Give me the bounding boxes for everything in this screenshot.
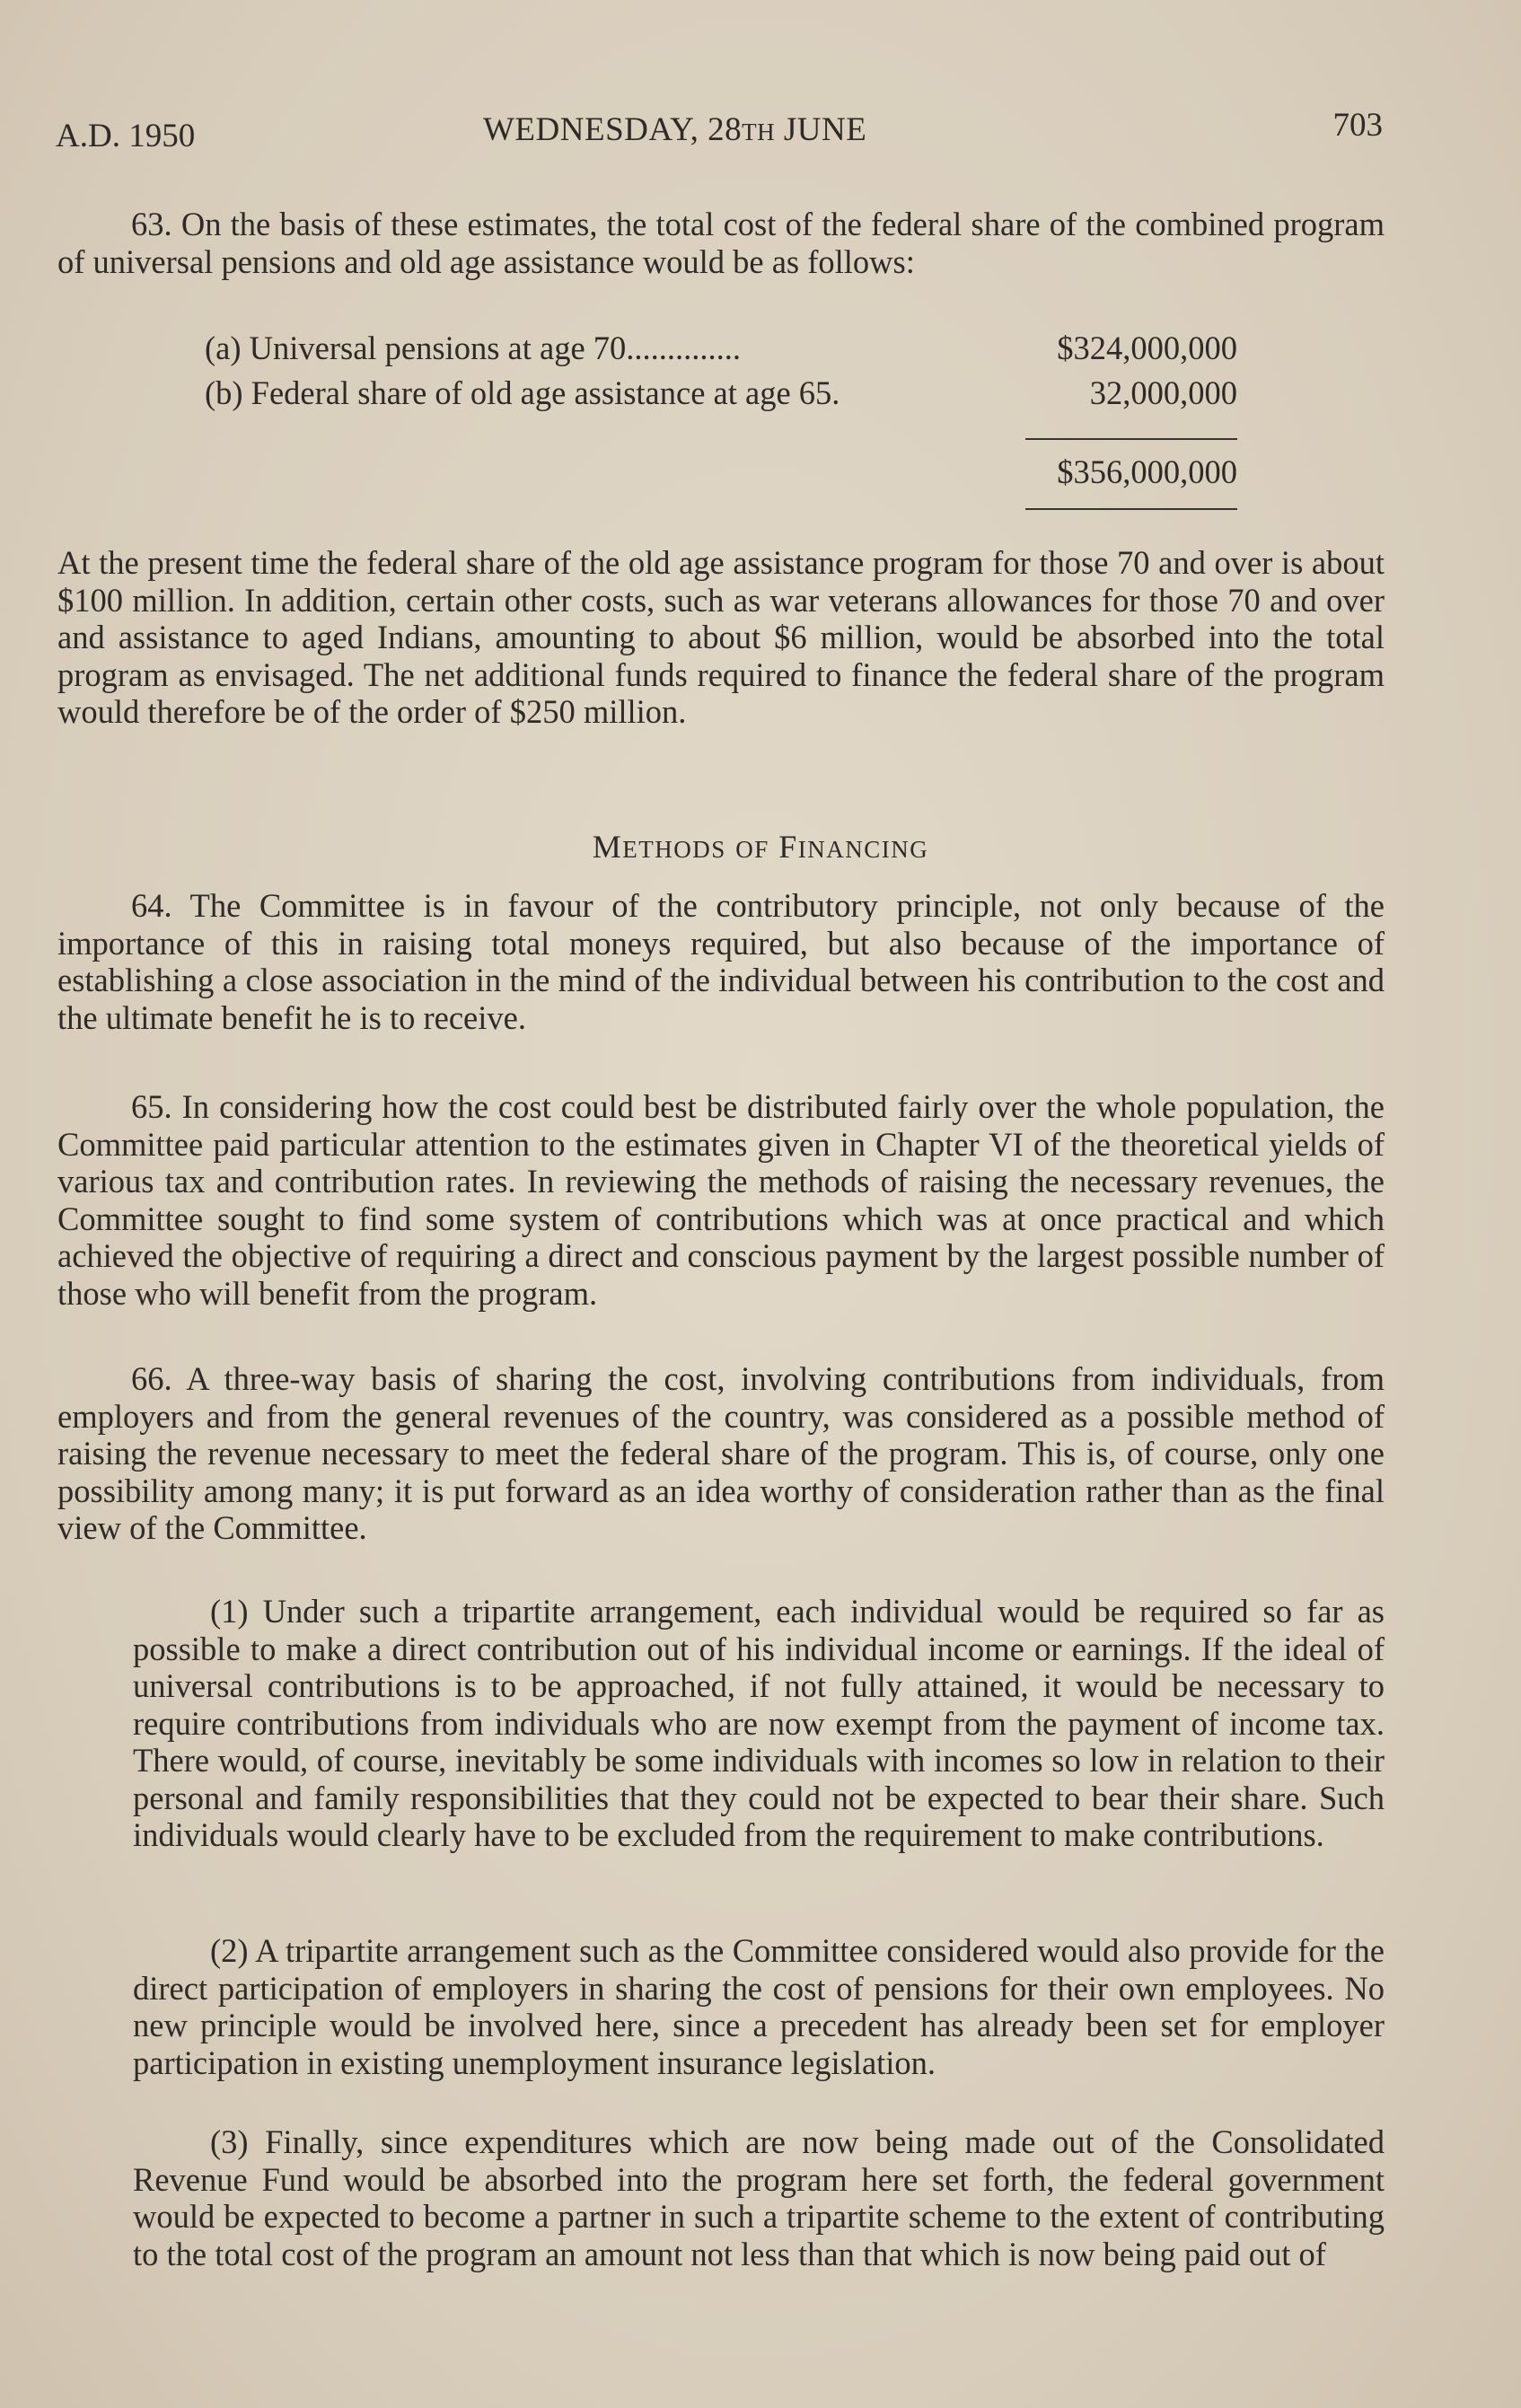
paragraph-present-time: At the present time the federal share of the old age assistance program for those 70 and over is about $100 million. In addition, certain other costs, such as war veterans allowances for those 70 and over and assistance to aged Indians, amounting to about $6 million, would be absorbed into the total program as envisaged. The net additional funds required to finance the federal share of the program would therefore be of the order of $250 million.: [57, 544, 1385, 730]
cost-total: $356,000,000: [1057, 453, 1237, 490]
cost-label: (a) Universal pensions at age 70..............: [205, 330, 742, 366]
cost-row: [205, 329, 1237, 374]
page-header: [56, 106, 1383, 154]
cost-table: [205, 329, 1237, 418]
section-heading: METHODS OF FINANCING: [592, 829, 929, 865]
header-year: A.D. 1950: [56, 118, 196, 154]
subparagraph-2: (2) A tripartite arrangement such as the Committee considered would also provide for the direct participation of employers in sharing the cost of pensions for their own employees. No new principle would be involved here, since a precedent has already been set for employer participation in existing unemployment insurance legislation.: [133, 1932, 1385, 2081]
paragraph-65: 65. In considering how the cost could best be distributed fairly over the whole population, the Committee paid particular attention to the estimates given in Chapter VI of the theoretical yields of various tax and contribution rates. In reviewing the methods of raising the necessary revenues, the Committee sought to find some system of contributions which was at once practical and which achieved the objective of requiring a direct and conscious payment by the largest possible number of those who will benefit from the program.: [57, 1088, 1385, 1312]
total-rule-bottom: [1025, 508, 1237, 510]
page-number: 703: [1332, 107, 1383, 144]
total-rule-top: [1025, 438, 1237, 440]
header-date: WEDNESDAY, 28TH JUNE: [483, 111, 867, 148]
cost-amount: $324,000,000: [1057, 330, 1237, 366]
cost-amount: 32,000,000: [1089, 374, 1237, 411]
paragraph-64: 64. The Committee is in favour of the contributory principle, not only because of the importance of this in raising total moneys required, but also because of the importance of establishing a close association in the mind of the individual between his contribution to the cost and the ultimate benefit he is to receive.: [57, 887, 1385, 1036]
paragraph-63: 63. On the basis of these estimates, the total cost of the federal share of the combined program of universal pensions and old age assistance would be as follows:: [57, 206, 1385, 280]
cost-row: [205, 374, 1237, 418]
subparagraph-3: (3) Finally, since expenditures which are now being made out of the Consolidated Revenue Fund would be absorbed into the program here set forth, the federal government would be expected to become a partner in such a tripartite scheme to the extent of contributing to the total cost of the program an amount not less than that which is now being paid out of: [133, 2123, 1385, 2272]
cost-label: (b) Federal share of old age assistance at age 65.: [205, 374, 840, 411]
paragraph-66: 66. A three-way basis of sharing the cost, involving contributions from individuals, from employers and from the general revenues of the country, was considered as a possible method of raising the revenue necessary to meet the federal share of the program. This is, of course, only one possibility among many; it is put forward as an idea worthy of consideration rather than as the final view of the Committee.: [57, 1360, 1385, 1546]
subparagraph-1: (1) Under such a tripartite arrangement, each individual would be required so far as possible to make a direct contribution out of his individual income or earnings. If the ideal of universal contributions is to be approached, if not fully attained, it would be necessary to require contributions from individuals who are now exempt from the payment of income tax. There would, of course, inevitably be some individuals with incomes so low in relation to their personal and family responsibilities that they could not be expected to bear their share. Such individuals would clearly have to be excluded from the requirement to make contributions.: [133, 1593, 1385, 1853]
